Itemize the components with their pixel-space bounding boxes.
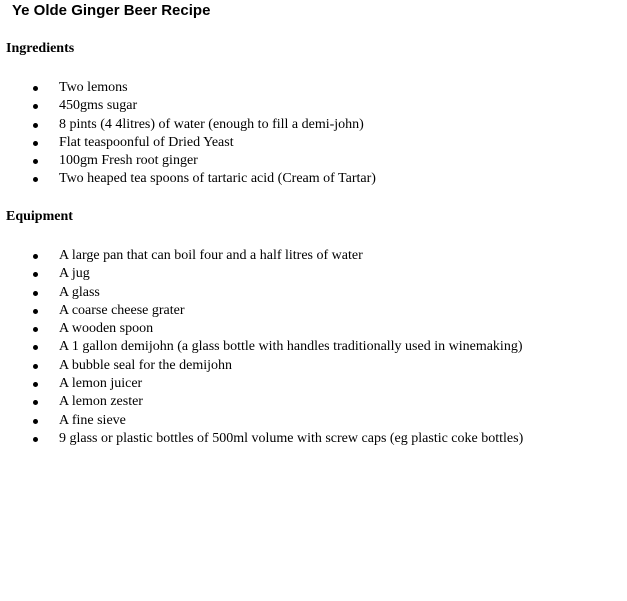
ingredients-list (0, 79, 376, 189)
ingredient-item: 8 pints (4 4litres) of water (enough to fill a demi-john) (0, 116, 376, 134)
equipment-item: A glass (0, 284, 523, 302)
ingredient-item: 100gm Fresh root ginger (0, 152, 376, 170)
ingredients-heading: Ingredients (6, 41, 75, 56)
ingredient-item: 450gms sugar (0, 97, 376, 115)
ingredient-item: Two heaped tea spoons of tartaric acid (Cream of Tartar) (0, 170, 376, 188)
ingredient-item: Flat teaspoonful of Dried Yeast (0, 134, 376, 152)
equipment-item: A lemon juicer (0, 375, 523, 393)
equipment-item: 9 glass or plastic bottles of 500ml volume with screw caps (eg plastic coke bottles) (0, 430, 523, 448)
equipment-item: A lemon zester (0, 393, 523, 411)
equipment-list (0, 247, 523, 448)
equipment-item: A jug (0, 265, 523, 283)
equipment-item: A large pan that can boil four and a half litres of water (0, 247, 523, 265)
equipment-item: A wooden spoon (0, 320, 523, 338)
document-title: Ye Olde Ginger Beer Recipe (12, 2, 211, 19)
equipment-item: A fine sieve (0, 412, 523, 430)
equipment-item: A bubble seal for the demijohn (0, 357, 523, 375)
equipment-item: A coarse cheese grater (0, 302, 523, 320)
ingredient-item: Two lemons (0, 79, 376, 97)
equipment-item: A 1 gallon demijohn (a glass bottle with handles traditionally used in winemaking) (0, 338, 523, 356)
equipment-heading: Equipment (6, 209, 73, 224)
